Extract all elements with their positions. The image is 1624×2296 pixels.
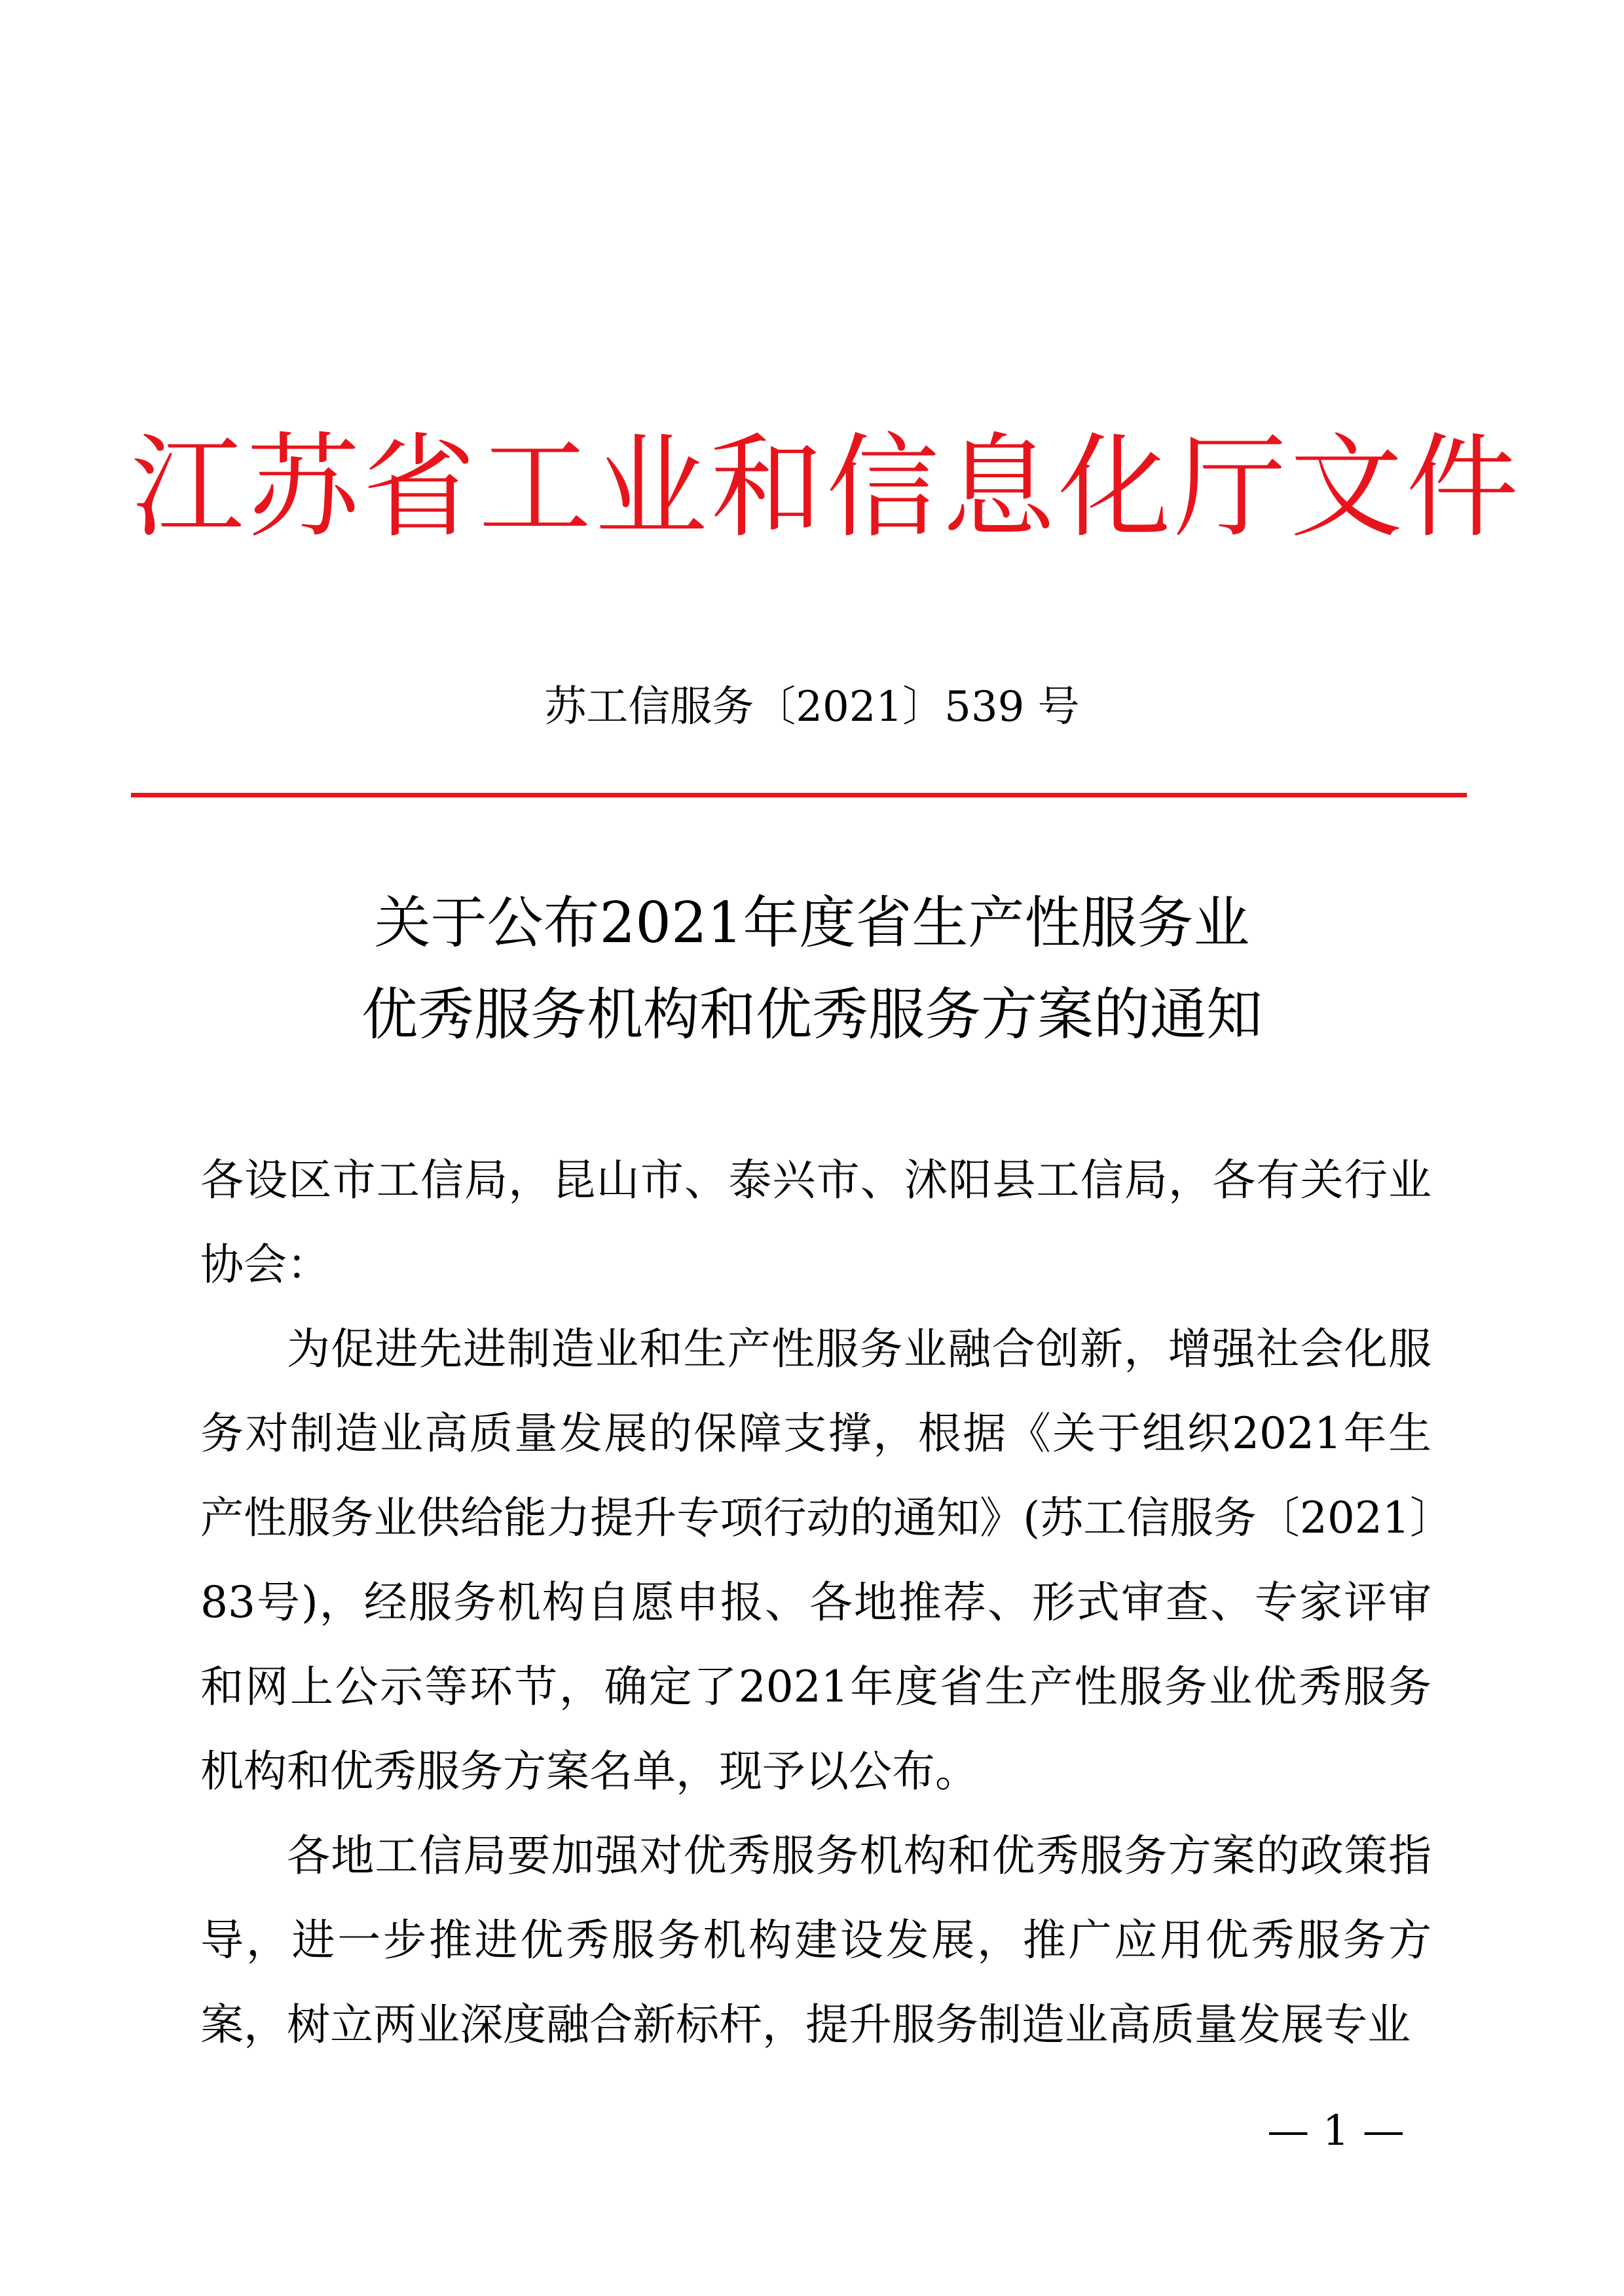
page-number: — 1 — (1267, 2107, 1405, 2155)
document-number: 苏工信服务〔2021〕539 号 (544, 683, 1080, 731)
body-paragraph-1: 为促进先进制造业和生产性服务业融合创新，增强社会化服务对制造业高质量发展的保障支撑，根据《关于组织2021年生产性服务业供给能力提升专项行动的通知》(苏工信服务〔2021〕83号)，经服务机构自愿申报、各地推荐、形式审查、专家评审和网上公示等环节，确定了2021年度省生产性服务业优秀服务机构和优秀服务方案名单，现予以公布。 (200, 1324, 1431, 1796)
issuer-title: 江苏省工业和信息化厅文件 (131, 422, 1522, 553)
red-divider-line (131, 793, 1467, 797)
body-paragraph-2: 各地工信局要加强对优秀服务机构和优秀服务方案的政策指导，进一步推进优秀服务机构建设发展，推广应用优秀服务方案，树立两业深度融合新标杆，提升服务制造业高质量发展专业 (200, 1831, 1431, 2050)
notice-title-line-2: 优秀服务机构和优秀服务方案的通知 (361, 982, 1263, 1048)
notice-title-line-1: 关于公布2021年度省生产性服务业 (374, 890, 1250, 956)
addressee-paragraph: 各设区市工信局，昆山市、泰兴市、沭阳县工信局，各有关行业协会： (200, 1155, 1431, 1290)
body-text (200, 1138, 1431, 2067)
